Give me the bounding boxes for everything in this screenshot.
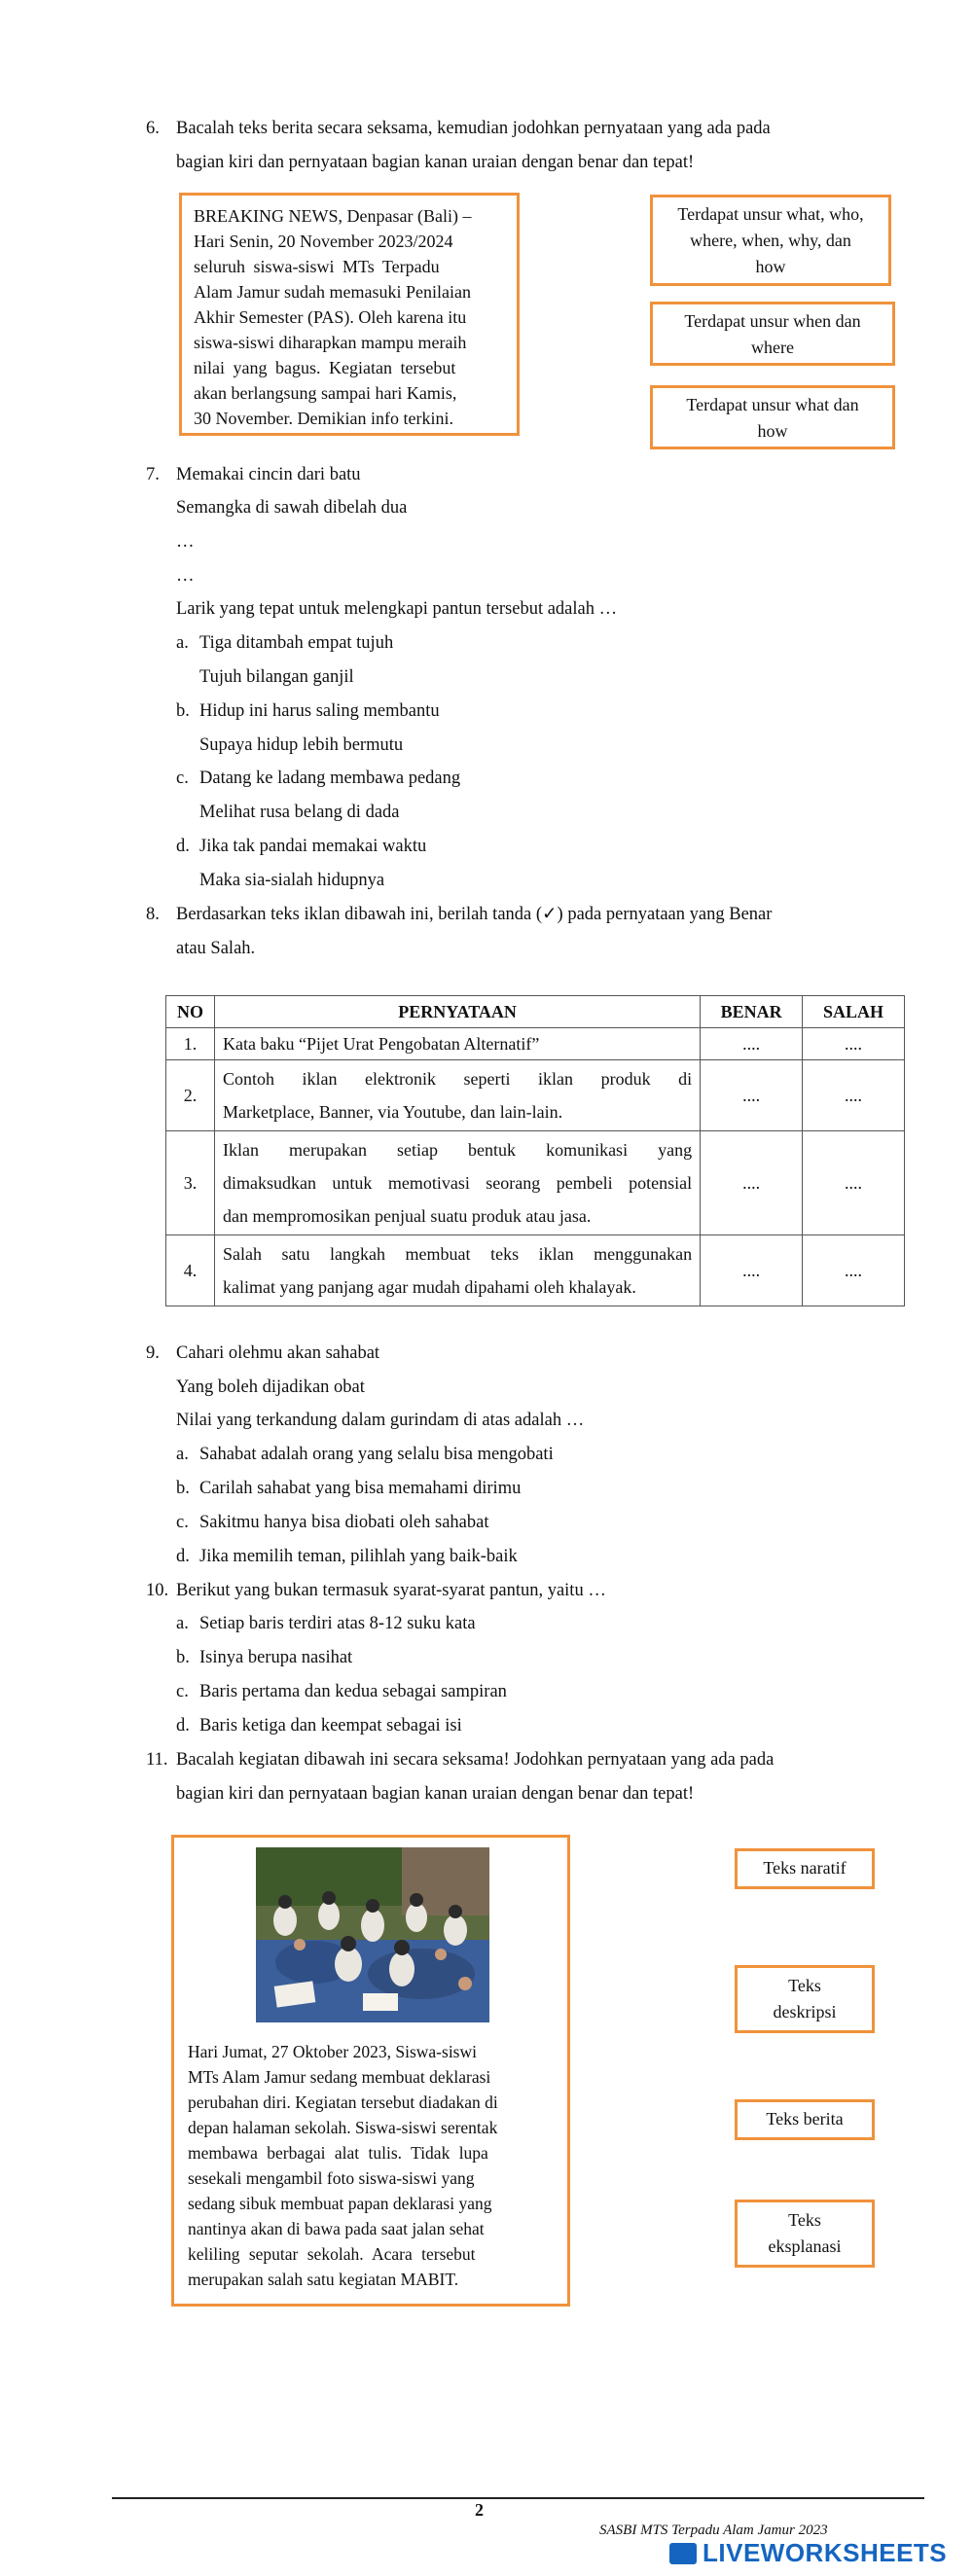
table-row [166,1060,905,1131]
row-statement [214,1131,700,1235]
news-line: akan berlangsung sampai hari Kamis, [194,383,457,403]
q9-number: 9. [146,1343,160,1363]
story-line: sedang sibuk membuat papan deklarasi yang [188,2194,492,2213]
q9-choice-b-letter[interactable]: b. [176,1479,190,1498]
q8-instruction-line1: Berdasarkan teks iklan dibawah ini, berilah tanda (✓) pada pernyataan yang Benar [176,905,773,924]
q7-choice-c-line2: Melihat rusa belang di dada [199,803,400,822]
q10-question: Berikut yang bukan termasuk syarat-syarat pantun, yaitu … [176,1581,606,1600]
q10-choice-d-text: Baris ketiga dan keempat sebagai isi [199,1716,462,1735]
q7-choice-c-letter[interactable]: c. [176,769,189,788]
col-header-false: SALAH [803,996,905,1028]
table-row [166,1028,905,1060]
q11-option-naratif[interactable] [735,1848,875,1889]
story-line: sesekali mengambil foto siswa-siswi yang [188,2168,475,2188]
q7-choice-d-line2: Maka sia-sialah hidupnya [199,871,385,890]
q9-gurindam-line1: Cahari olehmu akan sahabat [176,1343,380,1363]
q9-question: Nilai yang terkandung dalam gurindam di atas adalah … [176,1411,585,1430]
news-line: Alam Jamur sudah memasuki Penilaian [194,282,471,302]
q7-pantun-line1: Memakai cincin dari batu [176,465,361,484]
true-answer-cell[interactable]: .... [701,1131,803,1235]
story-line: MTs Alam Jamur sedang membuat deklarasi [188,2067,491,2087]
option-line: Teks [788,2210,821,2230]
q7-question: Larik yang tepat untuk melengkapi pantun tersebut adalah … [176,599,618,619]
q6-option-3[interactable] [650,385,895,449]
q11-instruction-line2: bagian kiri dan pernyataan bagian kanan uraian dengan benar dan tepat! [176,1784,695,1804]
q10-number: 10. [146,1581,169,1600]
news-line: nilai yang bagus. Kegiatan tersebut [194,358,456,377]
q6-news-box [179,193,520,436]
q7-pantun-line2: Semangka di sawah dibelah dua [176,498,408,518]
table-row [166,1235,905,1306]
q8-number: 8. [146,905,160,924]
q11-option-berita[interactable] [735,2099,875,2140]
row-statement [214,1060,700,1131]
false-answer-cell[interactable]: .... [803,1235,905,1306]
q7-choice-b-line1: Hidup ini harus saling membantu [199,701,440,721]
page-number: 2 [475,2500,484,2520]
footer-divider [112,2497,924,2499]
q8-instruction-line2: atau Salah. [176,939,256,958]
students-activity-photo [256,1847,489,2022]
q7-pantun-line3: … [176,532,195,552]
q7-number: 7. [146,465,160,484]
q9-choice-c-text: Sakitmu hanya bisa diobati oleh sahabat [199,1513,489,1532]
q6-option-2[interactable] [650,302,895,366]
q10-choice-a-letter[interactable]: a. [176,1614,189,1633]
option-line: how [757,421,788,441]
false-answer-cell[interactable]: .... [803,1028,905,1060]
story-line: membawa berbagai alat tulis. Tidak lupa [188,2143,488,2163]
liveworksheets-logo-icon [669,2543,697,2564]
q10-choice-a-text: Setiap baris terdiri atas 8-12 suku kata [199,1614,476,1633]
news-line: BREAKING NEWS, Denpasar (Bali) – [194,206,472,226]
option-line: Teks [788,1976,821,1995]
q7-choice-a-letter[interactable]: a. [176,633,189,653]
news-line: Akhir Semester (PAS). Oleh karena itu [194,307,467,327]
q6-instruction-line1: Bacalah teks berita secara seksama, kemudian jodohkan pernyataan yang ada pada [176,119,771,138]
row-number: 3. [166,1131,215,1235]
row-statement [214,1235,700,1306]
q7-choice-b-letter[interactable]: b. [176,701,190,721]
liveworksheets-logo[interactable] [669,2538,947,2568]
q9-choice-d-letter[interactable]: d. [176,1547,190,1566]
story-line: keliling seputar sekolah. Acara tersebut [188,2244,476,2264]
row-statement [214,1028,700,1060]
statement-line: Contoh iklan elektronik seperti iklan produk di [222,1069,693,1089]
q9-choice-d-text: Jika memilih teman, pilihlah yang baik-baik [199,1547,518,1566]
q7-choice-c-line1: Datang ke ladang membawa pedang [199,769,461,788]
q11-option-eksplanasi[interactable] [735,2200,875,2268]
q7-choice-b-line2: Supaya hidup lebih bermutu [199,735,404,755]
q6-option-1[interactable] [650,195,891,286]
q7-choice-a-line1: Tiga ditambah empat tujuh [199,633,394,653]
story-line: depan halaman sekolah. Siswa-siswi serentak [188,2118,498,2137]
statement-line: kalimat yang panjang agar mudah dipahami oleh khalayak. [222,1277,636,1297]
q11-story-box [171,1835,570,2307]
option-line: Teks naratif [763,1858,847,1878]
news-line: siswa-siswi diharapkan mampu meraih [194,333,467,352]
footer-school: SASBI MTS Terpadu Alam Jamur 2023 [599,2522,828,2538]
news-line: Hari Senin, 20 November 2023/2024 [194,232,453,251]
q7-pantun-line4: … [176,566,195,586]
option-line: Terdapat unsur when dan [684,311,861,331]
q10-choice-c-letter[interactable]: c. [176,1682,189,1701]
option-line: where, when, why, dan [690,231,851,250]
news-line: 30 November. Demikian info terkini. [194,409,453,428]
statement-line: dimaksudkan untuk memotivasi seorang pembeli potensial [222,1173,693,1193]
q11-option-deskripsi[interactable] [735,1965,875,2033]
col-header-true: BENAR [701,996,803,1028]
q10-choice-b-letter[interactable]: b. [176,1648,190,1667]
row-number: 2. [166,1060,215,1131]
statement-line: Marketplace, Banner, via Youtube, dan lain-lain. [222,1102,563,1122]
col-header-statement: PERNYATAAN [214,996,700,1028]
news-line: seluruh siswa-siswi MTs Terpadu [194,257,440,276]
option-line: Terdapat unsur what dan [686,395,859,414]
q10-choice-d-letter[interactable]: d. [176,1716,190,1735]
story-line: perubahan diri. Kegiatan tersebut diadakan di [188,2093,498,2112]
photo-illustration [256,1847,489,2022]
q9-gurindam-line2: Yang boleh dijadikan obat [176,1377,365,1397]
q10-choice-c-text: Baris pertama dan kedua sebagai sampiran [199,1682,507,1701]
q6-news-text [194,203,505,431]
option-line: Terdapat unsur what, who, [677,204,864,224]
false-answer-cell[interactable]: .... [803,1060,905,1131]
option-line: Teks berita [766,2109,844,2129]
brand-name: LIVEWORKSHEETS [703,2538,948,2567]
q7-choice-d-letter[interactable]: d. [176,837,190,856]
q11-instruction-line1: Bacalah kegiatan dibawah ini secara seksama! Jodohkan pernyataan yang ada pada [176,1750,775,1770]
q7-choice-a-line2: Tujuh bilangan ganjil [199,667,354,687]
q9-choice-a-letter[interactable]: a. [176,1445,189,1464]
table-header-row [166,996,905,1028]
option-line: where [751,338,794,357]
q6-number: 6. [146,119,160,138]
q8-statement-table [165,995,905,1306]
statement-line: dan mempromosikan penjual suatu produk atau jasa. [222,1206,592,1226]
q6-instruction-line2: bagian kiri dan pernyataan bagian kanan uraian dengan benar dan tepat! [176,153,695,172]
false-answer-cell[interactable]: .... [803,1131,905,1235]
q9-choice-a-text: Sahabat adalah orang yang selalu bisa mengobati [199,1445,554,1464]
option-line: how [755,257,786,276]
q9-choice-c-letter[interactable]: c. [176,1513,189,1532]
true-answer-cell[interactable]: .... [701,1028,803,1060]
row-number: 4. [166,1235,215,1306]
true-answer-cell[interactable]: .... [701,1235,803,1306]
story-line: merupakan salah satu kegiatan MABIT. [188,2270,459,2289]
option-line: deskripsi [773,2002,837,2021]
col-header-no: NO [166,996,215,1028]
q7-choice-d-line1: Jika tak pandai memakai waktu [199,837,427,856]
story-line: nantinya akan di bawa pada saat jalan sehat [188,2219,485,2238]
q11-story-text [188,2039,558,2292]
option-line: eksplanasi [768,2236,842,2256]
table-row [166,1131,905,1235]
statement-line: Kata baku “Pijet Urat Pengobatan Alternatif” [222,1034,540,1054]
q10-choice-b-text: Isinya berupa nasihat [199,1648,353,1667]
statement-line: Iklan merupakan setiap bentuk komunikasi yang [222,1140,693,1160]
statement-line: Salah satu langkah membuat teks iklan menggunakan [222,1244,693,1264]
q9-choice-b-text: Carilah sahabat yang bisa memahami dirimu [199,1479,522,1498]
q11-number: 11. [146,1750,168,1770]
row-number: 1. [166,1028,215,1060]
story-line: Hari Jumat, 27 Oktober 2023, Siswa-siswi [188,2042,477,2061]
true-answer-cell[interactable]: .... [701,1060,803,1131]
